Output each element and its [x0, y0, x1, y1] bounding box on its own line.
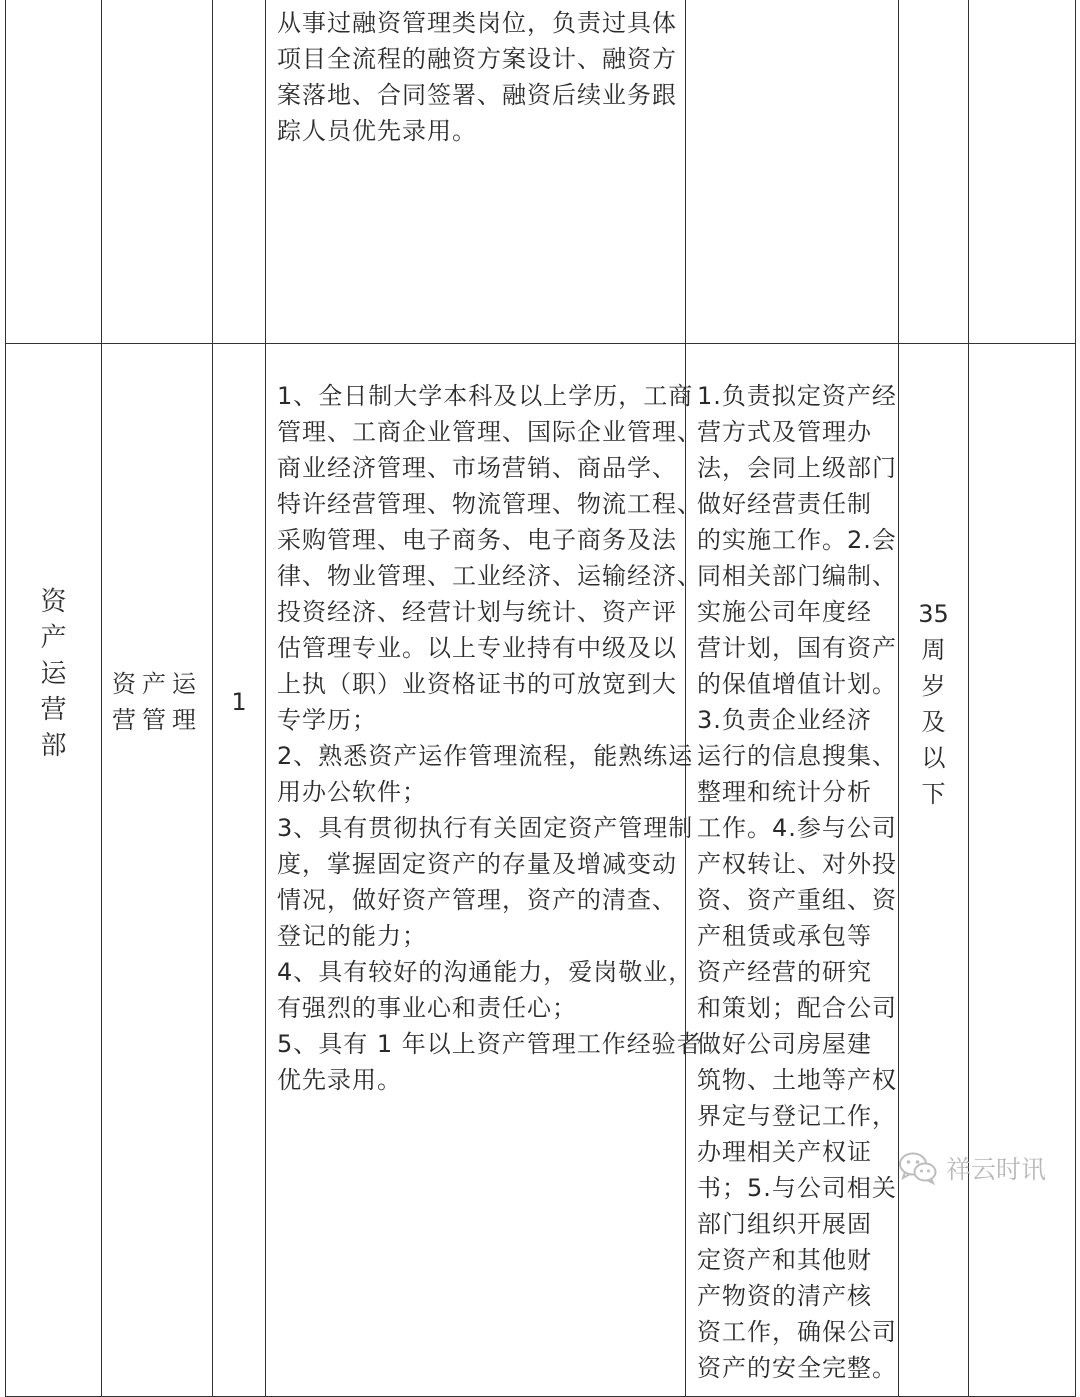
count-cell	[213, 0, 266, 344]
duties-text: 1.负责拟定资产经 营方式及管理办 法，会同上级部门 做好经营责任制 的实施工作。2.会 同相关部门编制、 实施公司年度经 营计划，国有资产 的保值增值计划。 3.负责企业经济 运行的信息搜集、 整理和统计分析 工作。4.参与公司 产权转让、对外投 资、资产重组、资 产租赁或承包等 资产经营的研究 和策划；配合公司 做好公司房屋建 筑物、土地等产权 界定与登记工作， 办理相关产权证 书；5.与公司相关 部门组织开展固 定资产和其他财 产物资的清产核 资工作，确保公司 资产的安全完整。	[697, 382, 897, 1382]
age-text: 35 周 岁 及 以 下	[918, 600, 949, 808]
duties-cell	[686, 344, 899, 1397]
position-cell	[102, 0, 213, 344]
count-cell	[213, 344, 266, 1397]
recruitment-table	[5, 0, 1076, 1397]
requirements-text: 1、全日制大学本科及以上学历，工商 管理、工商企业管理、国际企业管理、 商业经济管理、市场营销、商品学、 特许经营管理、物流管理、物流工程、 采购管理、电子商务、电子商务及法 律、物业管理、工业经济、运输经济、 投资经济、经营计划与统计、资产评 估管理专业。以上专业持有中级及以 上执（职）业资格证书的可放宽到大 专学历； 2、熟悉资产运作管理流程，能熟练运 用办公软件； 3、具有贯彻执行有关固定资产管理制 度，掌握固定资产的存量及增减变动 情况，做好资产管理，资产的清查、 登记的能力； 4、具有较好的沟通能力，爱岗敬业， 有强烈的事业心和责任心； 5、具有 1 年以上资产管理工作经验者 优先录用。	[277, 382, 702, 1094]
requirements-cell	[266, 344, 702, 1397]
table-row	[6, 0, 1076, 344]
department-cell	[6, 0, 102, 344]
department-cell	[6, 344, 102, 1397]
wechat-icon	[898, 1151, 938, 1185]
position-cell	[102, 344, 213, 1397]
table-row	[6, 344, 1076, 1397]
watermark-text: 祥云时讯	[945, 1155, 1046, 1184]
count-text: 1	[231, 688, 247, 716]
age-cell	[899, 344, 969, 1397]
department-text: 资 产 运 营 部	[40, 587, 67, 761]
requirements-text: 从事过融资管理类岗位，负责过具体 项目全流程的融资方案设计、融资方 案落地、合同签署、融资后续业务跟 踪人员优先录用。	[277, 9, 677, 145]
duties-cell	[686, 0, 899, 344]
watermark	[898, 1150, 1046, 1186]
requirements-cell	[266, 0, 686, 344]
age-cell	[899, 0, 969, 344]
remark-cell	[969, 0, 1076, 344]
position-text: 资产运 营管理	[112, 670, 202, 734]
remark-cell	[969, 344, 1076, 1397]
